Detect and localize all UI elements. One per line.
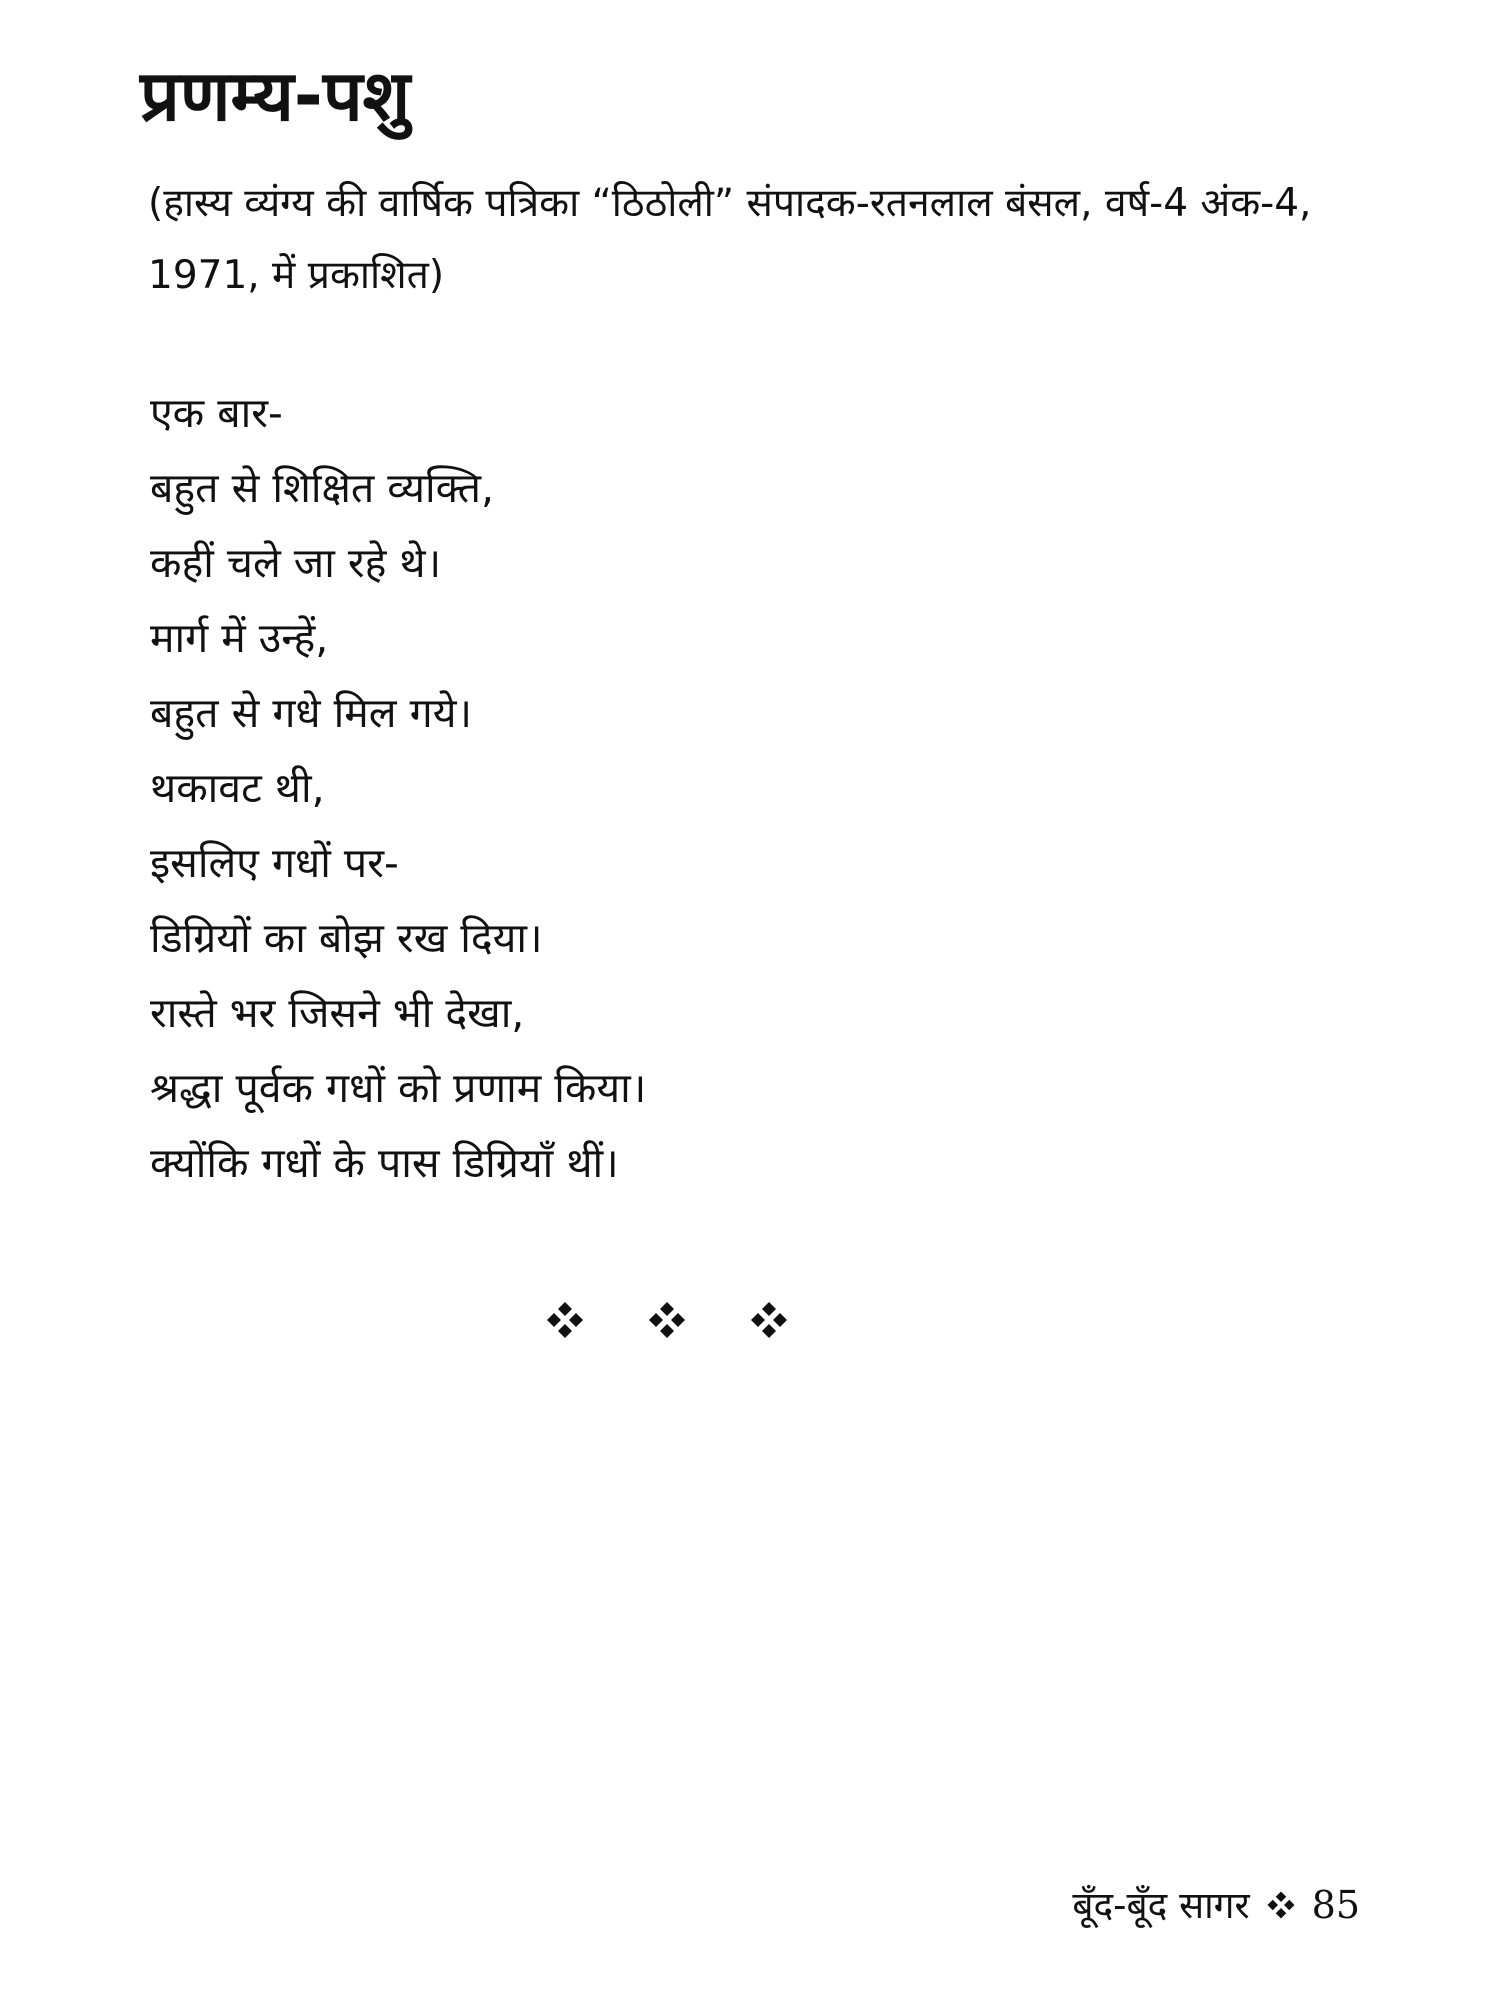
poem-line: कहीं चले जा रहे थे। xyxy=(150,539,442,587)
book-title: बूँद-बूँद सागर xyxy=(1072,1883,1250,1927)
four-diamond-ornament-icon xyxy=(749,1300,789,1340)
poem-line: बहुत से गधे मिल गये। xyxy=(150,689,473,737)
poem-line: इसलिए गधों पर- xyxy=(150,839,399,887)
four-diamond-ornament-icon xyxy=(647,1300,687,1340)
four-diamond-ornament-icon xyxy=(1266,1890,1296,1920)
poem-line: श्रद्धा पूर्वक गधों को प्रणाम किया। xyxy=(150,1064,647,1112)
poem-line: थकावट थी, xyxy=(150,764,325,812)
poem-line: मार्ग में उन्हें, xyxy=(150,614,329,662)
poem-title: प्रणम्य-पशु xyxy=(140,55,411,137)
poem-line: डिग्रियों का बोझ रख दिया। xyxy=(150,914,543,962)
section-divider xyxy=(545,1300,789,1340)
poem-line: एक बार- xyxy=(150,389,283,437)
publication-note: (हास्य व्यंग्य की वार्षिक पत्रिका “ठिठोली” संपादक-रतनलाल बंसल, वर्ष-4 अंक-4, 1971, में प्रकाशित) xyxy=(148,181,1312,298)
four-diamond-ornament-icon xyxy=(545,1300,585,1340)
poem-line: रास्ते भर जिसने भी देखा, xyxy=(150,989,525,1037)
page-footer xyxy=(1072,1883,1360,1927)
poem-line: क्योंकि गधों के पास डिग्रियाँ थीं। xyxy=(150,1139,619,1187)
poem-body xyxy=(150,376,646,1201)
page-number: 85 xyxy=(1311,1883,1360,1927)
poem-line: बहुत से शिक्षित व्यक्ति, xyxy=(150,464,495,512)
